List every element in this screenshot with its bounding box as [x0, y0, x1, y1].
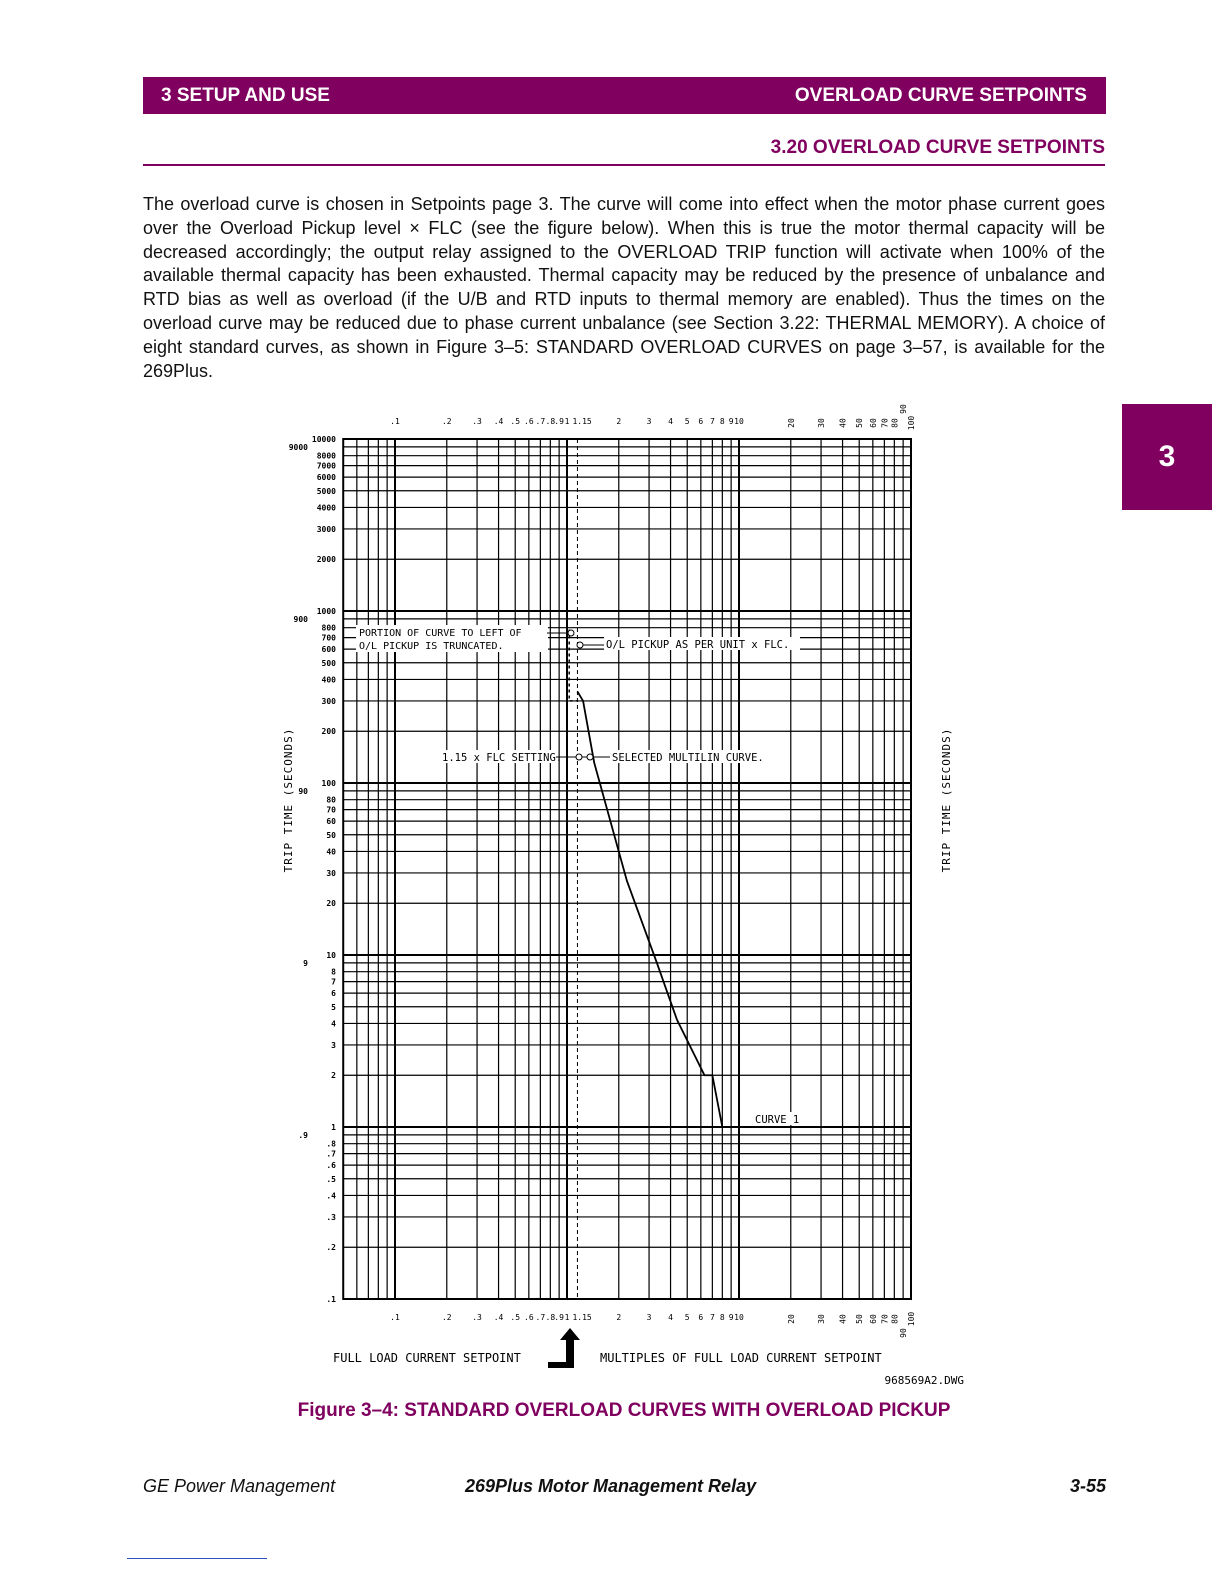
y-tick-label: 400	[321, 675, 336, 685]
annotation-pickup: O/L PICKUP AS PER UNIT x FLC.	[606, 639, 790, 651]
x-tick-label: 2	[616, 417, 622, 426]
data-point	[722, 1127, 723, 1128]
annotation-flc-setting: 1.15 x FLC SETTING.	[442, 752, 563, 764]
x-tick-label: .8	[545, 1313, 556, 1322]
y-tick-label: 800	[321, 623, 336, 633]
x-tick-label: 7	[709, 1313, 715, 1322]
x-axis-title-left: FULL LOAD CURRENT SETPOINT	[333, 1351, 521, 1365]
y-tick-label: 1000	[316, 607, 336, 616]
y-tick-label: .9	[298, 1130, 308, 1140]
chapter-tab: 3	[1122, 404, 1212, 510]
y-tick-label: .6	[326, 1161, 336, 1171]
footer-page-number: 3-55	[1069, 1476, 1106, 1496]
y-tick-label: 7	[331, 977, 336, 987]
x-tick-label: .5	[510, 1313, 521, 1322]
header-section: OVERLOAD CURVE SETPOINTS	[794, 84, 1087, 106]
truncated-curve	[569, 630, 577, 701]
x-tick-label: 60	[868, 1314, 878, 1324]
y-tick-label: .3	[326, 1212, 336, 1222]
x-tick-label: 100	[907, 1311, 916, 1327]
x-tick-label: 20	[786, 418, 796, 428]
footer-company: GE Power Management	[143, 1476, 336, 1496]
data-point	[656, 962, 657, 963]
y-tick-label: 80	[326, 795, 336, 805]
y-tick-label: 3	[331, 1040, 336, 1050]
figure-caption: Figure 3–4: STANDARD OVERLOAD CURVES WITH OVERLOAD PICKUP	[297, 1400, 951, 1421]
y-tick-label: 6000	[316, 473, 336, 483]
x-tick-label: .8	[545, 417, 556, 426]
x-tick-label: 70	[880, 418, 890, 428]
annotation-truncated-1: PORTION OF CURVE TO LEFT OF	[359, 628, 522, 639]
footer-product: 269Plus Motor Management Relay	[465, 1476, 757, 1496]
annotation-truncated-2: O/L PICKUP IS TRUNCATED.	[359, 641, 504, 652]
annotation-selected-curve: SELECTED MULTILIN CURVE.	[612, 752, 764, 764]
x-tick-label: 90	[899, 1328, 909, 1338]
y-tick-label: .8	[326, 1139, 336, 1149]
y-axis-title-right: TRIP TIME (SECONDS)	[940, 727, 953, 873]
data-point	[594, 762, 595, 763]
y-tick-label: 60	[326, 817, 336, 827]
data-point	[712, 1075, 713, 1076]
x-tick-label: .5	[510, 417, 521, 426]
x-tick-label: 10	[734, 417, 744, 426]
y-tick-label: .5	[326, 1174, 336, 1184]
x-tick-label: 1	[564, 417, 570, 426]
x-tick-label: .9	[554, 1313, 564, 1322]
x-tick-label: 9	[728, 1313, 734, 1322]
y-tick-label: 7000	[316, 461, 336, 471]
x-tick-label: .3	[472, 1313, 482, 1322]
y-tick-label: 40	[326, 847, 336, 857]
y-tick-label: .4	[326, 1191, 336, 1201]
x-tick-label: 3	[646, 417, 652, 426]
x-tick-label: 1.15	[572, 417, 592, 426]
x-tick-label: 30	[817, 418, 827, 428]
annotation-marker	[568, 630, 574, 636]
x-tick-label: 50	[855, 1314, 865, 1324]
footer-rule	[127, 1558, 267, 1559]
y-tick-label: 200	[321, 727, 336, 737]
y-tick-label: 20	[326, 899, 336, 909]
x-tick-label: 50	[855, 418, 865, 428]
x-tick-label: 7	[709, 417, 715, 426]
x-tick-label: 80	[890, 1314, 900, 1324]
header-chapter: 3 SETUP AND USE	[161, 84, 330, 106]
y-tick-label: 10	[326, 951, 336, 960]
x-tick-label: .6	[524, 1313, 534, 1322]
x-tick-label: 30	[817, 1314, 827, 1324]
y-axis-title-left: TRIP TIME (SECONDS)	[282, 727, 295, 873]
data-point	[821, 1127, 822, 1128]
y-tick-label: 2	[331, 1071, 336, 1081]
x-tick-label: 6	[698, 1313, 704, 1322]
y-tick-label: 6	[331, 989, 336, 999]
y-tick-label: 700	[321, 633, 336, 643]
annotation-marker	[576, 754, 582, 760]
y-tick-label: 9	[303, 958, 308, 968]
x-tick-label: .6	[524, 417, 534, 426]
x-tick-label: 40	[838, 1314, 848, 1324]
annotation-marker	[577, 642, 583, 648]
y-tick-label: 3000	[316, 524, 336, 534]
x-tick-label: 20	[786, 1314, 796, 1324]
plot-frame	[343, 439, 911, 1299]
y-tick-label: .1	[326, 1295, 336, 1304]
y-tick-label: 70	[326, 805, 336, 815]
y-tick-label: 10000	[311, 435, 336, 444]
y-tick-label: 500	[321, 658, 336, 668]
data-point	[577, 691, 578, 692]
drawing-id: 968569A2.DWG	[884, 1374, 964, 1387]
y-tick-label: 8	[331, 967, 336, 977]
x-axis-title: MULTIPLES OF FULL LOAD CURRENT SETPOINT	[600, 1351, 882, 1365]
data-point	[583, 700, 584, 701]
x-tick-label: 5	[684, 417, 690, 426]
x-tick-label: .7	[535, 1313, 546, 1322]
y-tick-label: 8000	[316, 451, 336, 461]
x-tick-label: 8	[719, 417, 725, 426]
x-tick-label: 70	[880, 1314, 890, 1324]
y-tick-label: 30	[326, 868, 336, 878]
x-tick-label: .1	[390, 417, 400, 426]
x-tick-label: .1	[390, 1313, 400, 1322]
data-point	[704, 1075, 705, 1076]
y-tick-label: 1	[331, 1123, 336, 1132]
x-tick-label: 4	[668, 417, 673, 426]
x-tick-label: 10	[734, 1313, 744, 1322]
x-tick-label: 6	[698, 417, 704, 426]
x-tick-label: .4	[493, 1313, 504, 1322]
y-tick-label: 4000	[316, 503, 336, 513]
x-tick-label: 90	[899, 404, 909, 414]
y-tick-label: 90	[298, 786, 308, 796]
x-tick-label: 2	[616, 1313, 622, 1322]
x-tick-label: .9	[554, 417, 564, 426]
y-tick-label: 5	[331, 1002, 336, 1012]
x-tick-label: 40	[838, 418, 848, 428]
section-title: 3.20 OVERLOAD CURVE SETPOINTS	[143, 137, 1105, 166]
x-tick-label: 80	[890, 418, 900, 428]
x-tick-label: 4	[668, 1313, 673, 1322]
curve-label: CURVE 1	[755, 1114, 800, 1126]
x-tick-label: .4	[493, 417, 504, 426]
x-tick-label: 60	[868, 418, 878, 428]
x-tick-label: .7	[535, 417, 546, 426]
y-tick-label: 2000	[316, 555, 336, 565]
y-tick-label: 5000	[316, 486, 336, 496]
y-tick-label: 50	[326, 830, 336, 840]
y-tick-label: 600	[321, 645, 336, 655]
arrow-up-icon	[548, 1328, 580, 1368]
body-paragraph: The overload curve is chosen in Setpoints page 3. The curve will come into effect when the motor phase current goes over the Overload Pickup level × FLC (see the figure below). When this is true the motor thermal capacity will be decreased accordingly; the output relay assigned to the OVERLOAD TRIP function will activate when 100% of the available thermal capacity has been exhausted. Thermal capacity may be reduced by the presence of unbalance and RTD bias as well as overload (if the U/B and RTD inputs to thermal memory are enabled). Thus the times on the overload curve may be reduced due to phase current unbalance (see Section 3.22: THERMAL MEMORY). A choice of eight standard curves, as shown in Figure 3–5: STANDARD OVERLOAD CURVES on page 3–57, is available for the 269Plus.	[143, 194, 1105, 381]
data-point	[626, 880, 627, 881]
x-tick-label: 100	[907, 415, 916, 431]
x-tick-label: 5	[684, 1313, 690, 1322]
x-tick-label: 9	[728, 417, 734, 426]
data-point	[676, 1019, 677, 1020]
x-tick-label: .3	[472, 417, 482, 426]
x-tick-label: 8	[719, 1313, 725, 1322]
y-tick-label: 9000	[288, 442, 308, 452]
y-tick-label: .7	[326, 1149, 336, 1159]
y-tick-label: 900	[293, 614, 308, 624]
y-tick-label: .2	[326, 1243, 336, 1253]
y-tick-label: 300	[321, 696, 336, 706]
y-tick-label: 4	[331, 1019, 336, 1029]
x-tick-label: .2	[441, 417, 452, 426]
x-tick-label: .2	[441, 1313, 452, 1322]
x-tick-label: 1	[564, 1313, 570, 1322]
annotation-marker	[587, 754, 593, 760]
y-tick-label: 100	[321, 779, 336, 788]
x-tick-label: 1.15	[572, 1313, 592, 1322]
x-tick-label: 3	[646, 1313, 652, 1322]
